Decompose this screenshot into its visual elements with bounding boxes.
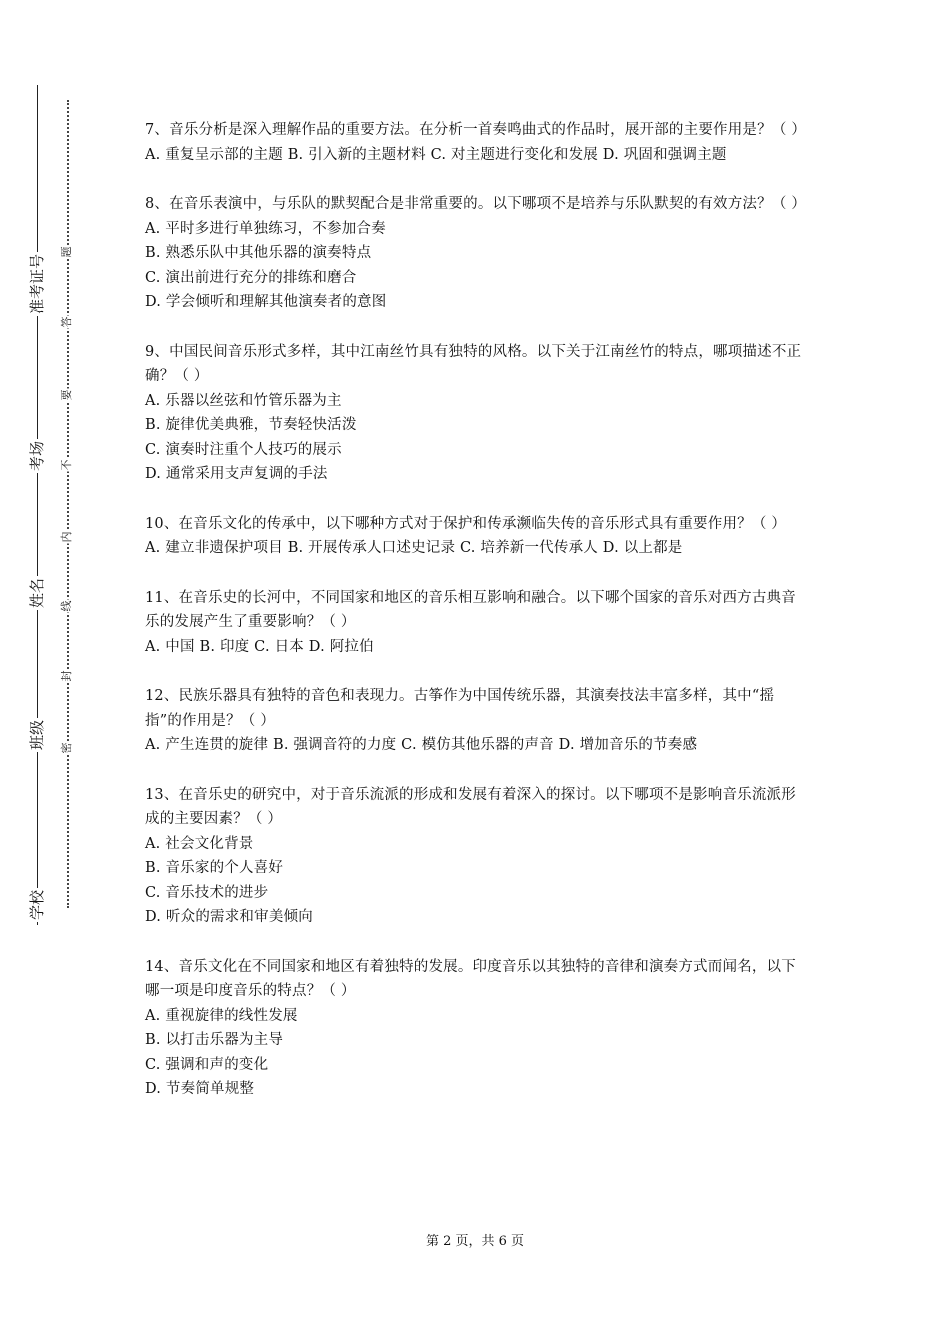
- exam-room-field: 考场: [28, 440, 46, 472]
- name-field: 姓名: [28, 577, 46, 609]
- question-stem: 9、中国民间音乐形式多样，其中江南丝竹具有独特的风格。以下关于江南丝竹的特点，哪项描述不正确？（ ）: [145, 343, 802, 384]
- seal-char: 不: [60, 459, 73, 471]
- question-list: [145, 118, 810, 1127]
- seal-char: 封: [60, 670, 73, 682]
- question-12: [145, 684, 810, 758]
- option-d: D. 通常采用支声复调的手法: [145, 466, 328, 482]
- question-stem: 8、在音乐表演中，与乐队的默契配合是非常重要的。以下哪项不是培养与乐队默契的有效方法？（ ）: [145, 196, 807, 212]
- option-b: B. 音乐家的个人喜好: [145, 860, 284, 876]
- question-stem: 10、在音乐文化的传承中，以下哪种方式对于保护和传承濒临失传的音乐形式具有重要作用？（ ）: [145, 515, 787, 532]
- option-d: D. 听众的需求和审美倾向: [145, 909, 313, 925]
- question-13: [145, 783, 810, 930]
- question-stem: 13、在音乐史的研究中，对于音乐流派的形成和发展有着深入的探讨。以下哪项不是影响音乐流派形成的主要因素？（ ）: [145, 786, 796, 827]
- option-c: C. 演奏时注重个人技巧的展示: [145, 441, 342, 458]
- question-8: [145, 192, 810, 315]
- question-10: [145, 512, 810, 561]
- binding-margin: [0, 0, 95, 1344]
- question-stem: 14、音乐文化在不同国家和地区有着独特的发展。印度音乐以其独特的音律和演奏方式而闻名，以下哪一项是印度音乐的特点？（ ）: [145, 958, 796, 999]
- question-14: [145, 955, 810, 1102]
- question-stem: 7、音乐分析是深入理解作品的重要方法。在分析一首奏鸣曲式的作品时，展开部的主要作用是？（ ）: [145, 122, 807, 138]
- option-b: B. 熟悉乐队中其他乐器的演奏特点: [145, 245, 372, 261]
- seal-char: 要: [60, 389, 73, 401]
- seal-char: 线: [60, 600, 73, 612]
- question-7: [145, 118, 810, 167]
- class-field: 班级: [28, 719, 46, 751]
- option-line: A. 建立非遗保护项目 B. 开展传承人口述史记录 C. 培养新一代传承人 D. 以上都是: [145, 540, 683, 556]
- page-footer: 第 2 页，共 6 页: [425, 1234, 525, 1249]
- binding-solid-line: [37, 85, 38, 925]
- question-9: [145, 340, 810, 487]
- option-b: B. 旋律优美典雅，节奏轻快活泼: [145, 417, 357, 433]
- option-line: A. 产生连贯的旋律 B. 强调音符的力度 C. 模仿其他乐器的声音 D. 增加音乐的节奏感: [145, 737, 698, 753]
- option-a: A. 社会文化背景: [145, 835, 254, 852]
- option-a: A. 重视旋律的线性发展: [145, 1007, 298, 1024]
- option-line: A. 重复呈示部的主题 B. 引入新的主题材料 C. 对主题进行变化和发展 D. 巩固和强调主题: [145, 146, 727, 163]
- question-stem: 11、在音乐史的长河中，不同国家和地区的音乐相互影响和融合。以下哪个国家的音乐对西方古典音乐的发展产生了重要影响？（ ）: [145, 589, 796, 630]
- option-c: C. 演出前进行充分的排练和磨合: [145, 269, 357, 286]
- admission-number-field: 准考证号: [28, 253, 46, 315]
- school-field: 学校: [28, 889, 46, 921]
- option-d: D. 学会倾听和理解其他演奏者的意图: [145, 294, 387, 310]
- option-line: A. 中国 B. 印度 C. 日本 D. 阿拉伯: [145, 638, 374, 655]
- option-c: C. 强调和声的变化: [145, 1056, 269, 1073]
- option-a: A. 平时多进行单独练习，不参加合奏: [145, 220, 386, 237]
- option-b: B. 以打击乐器为主导: [145, 1032, 284, 1048]
- question-11: [145, 586, 810, 660]
- seal-char: 题: [60, 246, 73, 258]
- seal-char: 答: [60, 316, 73, 328]
- seal-dotted-line: [67, 100, 69, 908]
- option-d: D. 节奏简单规整: [145, 1081, 255, 1097]
- seal-char: 密: [60, 742, 73, 754]
- seal-char: 内: [60, 531, 73, 543]
- option-a: A. 乐器以丝弦和竹管乐器为主: [145, 392, 342, 409]
- question-stem: 12、民族乐器具有独特的音色和表现力。古筝作为中国传统乐器，其演奏技法丰富多样，其中“摇指”的作用是？（ ）: [145, 688, 775, 729]
- option-c: C. 音乐技术的进步: [145, 884, 269, 901]
